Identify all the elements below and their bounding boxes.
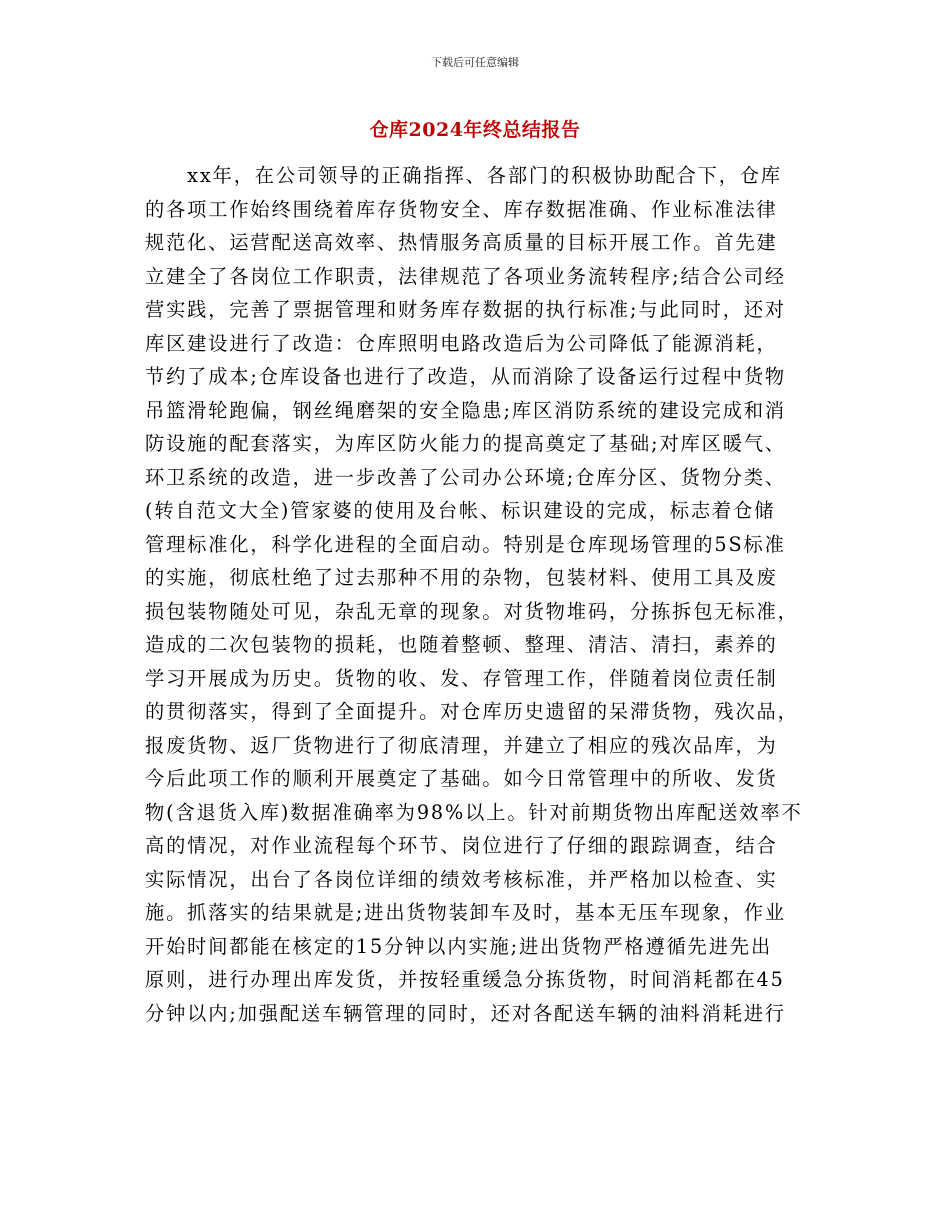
body-line: 环卫系统的改造，进一步改善了公司办公环境;仓库分区、货物分类、 (145, 465, 786, 489)
body-line: 高的情况，对作业流程每个环节、岗位进行了仔细的跟踪调查，结合 (145, 834, 778, 857)
body-line: 库区建设进行了改造：仓库照明电路改造后为公司降低了能源消耗， (145, 331, 778, 355)
body-line: (转自范文大全)管家婆的使用及台帐、标识建设的完成，标志着仓储 (145, 499, 776, 522)
body-line: xx年，在公司领导的正确指挥、各部门的积极协助配合下，仓库 (145, 164, 782, 187)
body-line: 吊篮滑轮跑偏，钢丝绳磨架的安全隐患;库区消防系统的建设完成和消 (145, 398, 786, 422)
body-line: 实际情况，出台了各岗位详细的绩效考核标准，并严格加以检查、实 (145, 867, 778, 891)
body-line: 的实施，彻底杜绝了过去那种不用的杂物，包装材料、使用工具及废 (145, 566, 778, 589)
body-line: 开始时间都能在核定的15分钟以内实施;进出货物严格遵循先进先出 (145, 934, 773, 958)
body-line: 报废货物、返厂货物进行了彻底清理，并建立了相应的残次品库，为 (145, 733, 778, 757)
document-title: 仓库2024年终总结报告 (369, 119, 581, 141)
body-line: 施。抓落实的结果就是;进出货物装卸车及时，基本无压车现象，作业 (145, 901, 786, 924)
body-line: 损包装物随处可见，杂乱无章的现象。对货物堆码，分拣拆包无标准， (145, 599, 799, 623)
body-line: 分钟以内;加强配送车辆管理的同时，还对各配送车辆的油料消耗进行 (145, 1001, 786, 1025)
body-line: 立建全了各岗位工作职责，法律规范了各项业务流转程序;结合公司经 (145, 264, 786, 288)
body-line: 规范化、运营配送高效率、热情服务高质量的目标开展工作。首先建 (145, 231, 778, 254)
body-text (145, 159, 805, 1030)
body-line: 管理标准化，科学化进程的全面启动。特别是仓库现场管理的5S标准 (145, 532, 786, 556)
body-line: 营实践，完善了票据管理和财务库存数据的执行标准;与此同时，还对 (145, 298, 786, 321)
body-line: 今后此项工作的顺利开展奠定了基础。如今日常管理中的所收、发货 (145, 767, 778, 790)
body-line: 原则，进行办理出库发货，并按轻重缓急分拣货物，时间消耗都在45 (145, 968, 785, 991)
header-note: 下载后可任意编辑 (431, 56, 519, 69)
body-line: 物(含退货入库)数据准确率为98%以上。针对前期货物出库配送效率不 (145, 800, 803, 824)
body-line: 节约了成本;仓库设备也进行了改造，从而消除了设备运行过程中货物 (145, 365, 786, 388)
body-line: 学习开展成为历史。货物的收、发、存管理工作，伴随着岗位责任制 (145, 666, 778, 690)
body-line: 造成的二次包装物的损耗，也随着整顿、整理、清洁、清扫，素养的 (145, 633, 778, 656)
body-line: 的贯彻落实，得到了全面提升。对仓库历史遗留的呆滞货物，残次品， (145, 700, 799, 723)
body-line: 防设施的配套落实，为库区防火能力的提高奠定了基础;对库区暖气、 (145, 432, 786, 455)
body-line: 的各项工作始终围绕着库存货物安全、库存数据准确、作业标准法律 (145, 197, 778, 221)
